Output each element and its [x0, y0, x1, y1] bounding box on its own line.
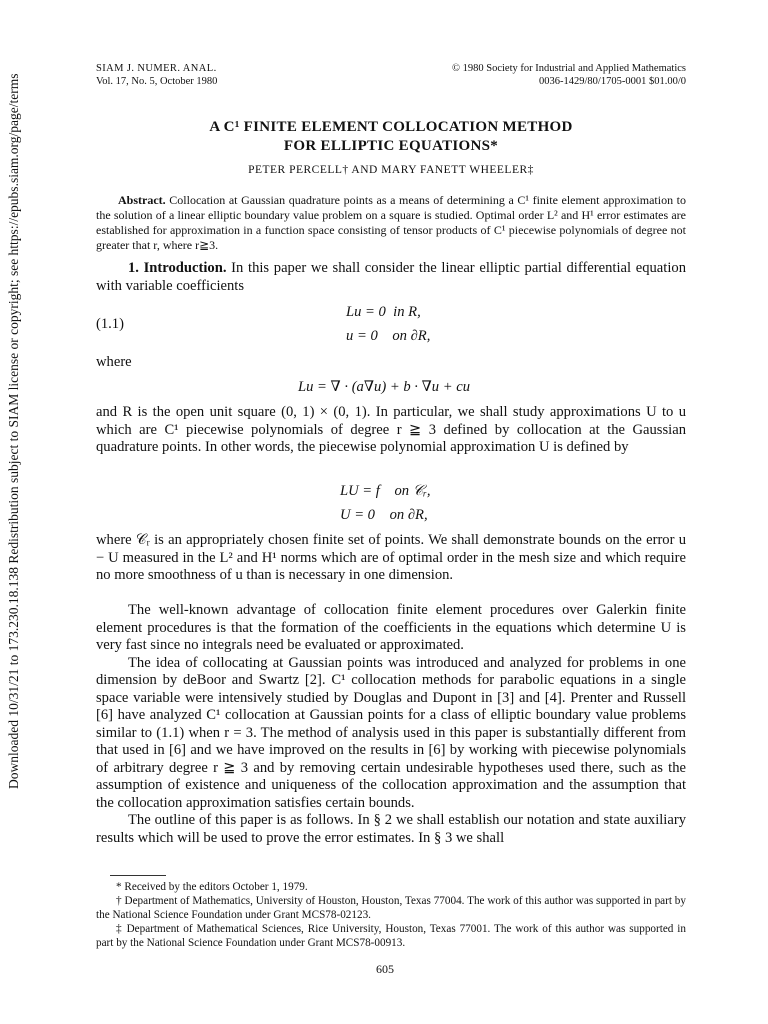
- footnote-author-1: † Department of Mathematics, University of Houston, Houston, Texas 77004. The work of this author was supported in part by the National Science Foundation under Grant MCS78-02123.: [96, 895, 686, 921]
- footnote-rule: [110, 875, 166, 876]
- equation-number: (1.1): [96, 316, 124, 332]
- footnote-received: * Received by the editors October 1, 1979.: [116, 881, 308, 893]
- footnote-author-2: ‡ Department of Mathematical Sciences, Rice University, Houston, Texas 77001. The work of this author was supported in part by the National Science Foundation under Grant MCS78-00913.: [96, 923, 686, 949]
- copyright-block: [430, 62, 686, 88]
- copyright-line: © 1980 Society for Industrial and Applied Mathematics: [452, 63, 686, 74]
- title-line-2: FOR ELLIPTIC EQUATIONS*: [283, 138, 499, 154]
- operator-equation: Lu = ∇ · (a∇u) + b · ∇u + cu: [298, 379, 470, 395]
- paragraph-5: The idea of collocating at Gaussian points was introduced and analyzed for problems in one dimension by deBoor and Swartz [2]. C¹ collocation methods for parabolic equations in a single space variable were intensively studied by Douglas and Dupont in [3] and [4]. Prenter and Russell [6] have analyzed C¹ collocation at Gaussian points for a class of elliptic boundary value problems similar to (1.1) when r = 3. The method of analysis used in this paper is substantially different from that used in [6] and we have improved on the results in [6] by working with piecewise polynomials of arbitrary degree r ≧ 3 and by removing certain undesirable hypotheses used there, such as the assumption of existence and uniqueness of the collocation approximation and the assumption that the collocation approximation satisfies certain bounds.: [96, 654, 686, 811]
- title-line-1: A C¹ FINITE ELEMENT COLLOCATION METHOD: [209, 119, 573, 135]
- footnotes: [96, 880, 686, 950]
- issn-code: 0036-1429/80/1705-0001 $01.00/0: [539, 76, 686, 87]
- paragraph-2: and R is the open unit square (0, 1) × (0, 1). In particular, we shall study approximations U to u which are C¹ piecewise polynomials of degree r ≧ 3 defined by collocation at the Gaussian quadrature points. In other words, the piecewise polynomial approximation U is defined by: [96, 404, 686, 455]
- where-text: where: [96, 354, 132, 370]
- page-number: 605: [376, 962, 394, 976]
- paragraph-3: where 𝒞ᵣ is an appropriately chosen finite set of points. We shall demonstrate bounds on the error u − U measured in the L² and H¹ norms which are of optimal order in the mesh size and which require no more smoothness of u than is necessary in one dimension.: [96, 532, 686, 583]
- abstract-label: Abstract.: [118, 193, 166, 207]
- journal-name: SIAM J. NUMER. ANAL.: [96, 63, 217, 74]
- collocation-equation-line-1: LU = f on 𝒞ᵣ,: [340, 483, 431, 499]
- journal-header: [96, 62, 217, 88]
- authors: PETER PERCELL† AND MARY FANETT WHEELER‡: [248, 164, 534, 176]
- section-heading: 1. Introduction.: [128, 260, 227, 276]
- paragraph-6: The outline of this paper is as follows. In § 2 we shall establish our notation and state auxiliary results which will be used to prove the error estimates. In § 3 we shall: [96, 812, 686, 846]
- equation-1-1-line-2: u = 0 on ∂R,: [346, 328, 431, 344]
- intro-text: In this paper we shall consider the linear elliptic partial differential equation with variable coefficients: [96, 260, 686, 294]
- paragraph-4-container: [96, 602, 686, 847]
- abstract-text: Collocation at Gaussian quadrature points as a means of determining a C¹ finite element approximation to the solution of a linear elliptic boundary value problem on a square is studied. Optimal order L² and H¹ error estimates are established for approximation in a function space consisting of tensor products of C¹ piecewise polynomials of degree not greater that r, where r≧3.: [96, 193, 687, 252]
- equation-1-1-line-1: Lu = 0 in R,: [346, 304, 421, 320]
- intro-paragraph: [96, 260, 686, 295]
- journal-volume: Vol. 17, No. 5, October 1980: [96, 76, 218, 87]
- collocation-equation-line-2: U = 0 on ∂R,: [340, 507, 428, 523]
- download-notice: Downloaded 10/31/21 to 173.230.18.138 Redistribution subject to SIAM license or copyright; see https://epubs.siam.org/page/terms: [6, 73, 21, 789]
- paper-title: [96, 118, 686, 156]
- abstract: [96, 193, 686, 253]
- paragraph-4: The well-known advantage of collocation finite element procedures over Galerkin finite element procedures is that the formation of the coefficients in the equations which determine U is very fast since no integrals need be evaluated or approximated.: [96, 602, 686, 653]
